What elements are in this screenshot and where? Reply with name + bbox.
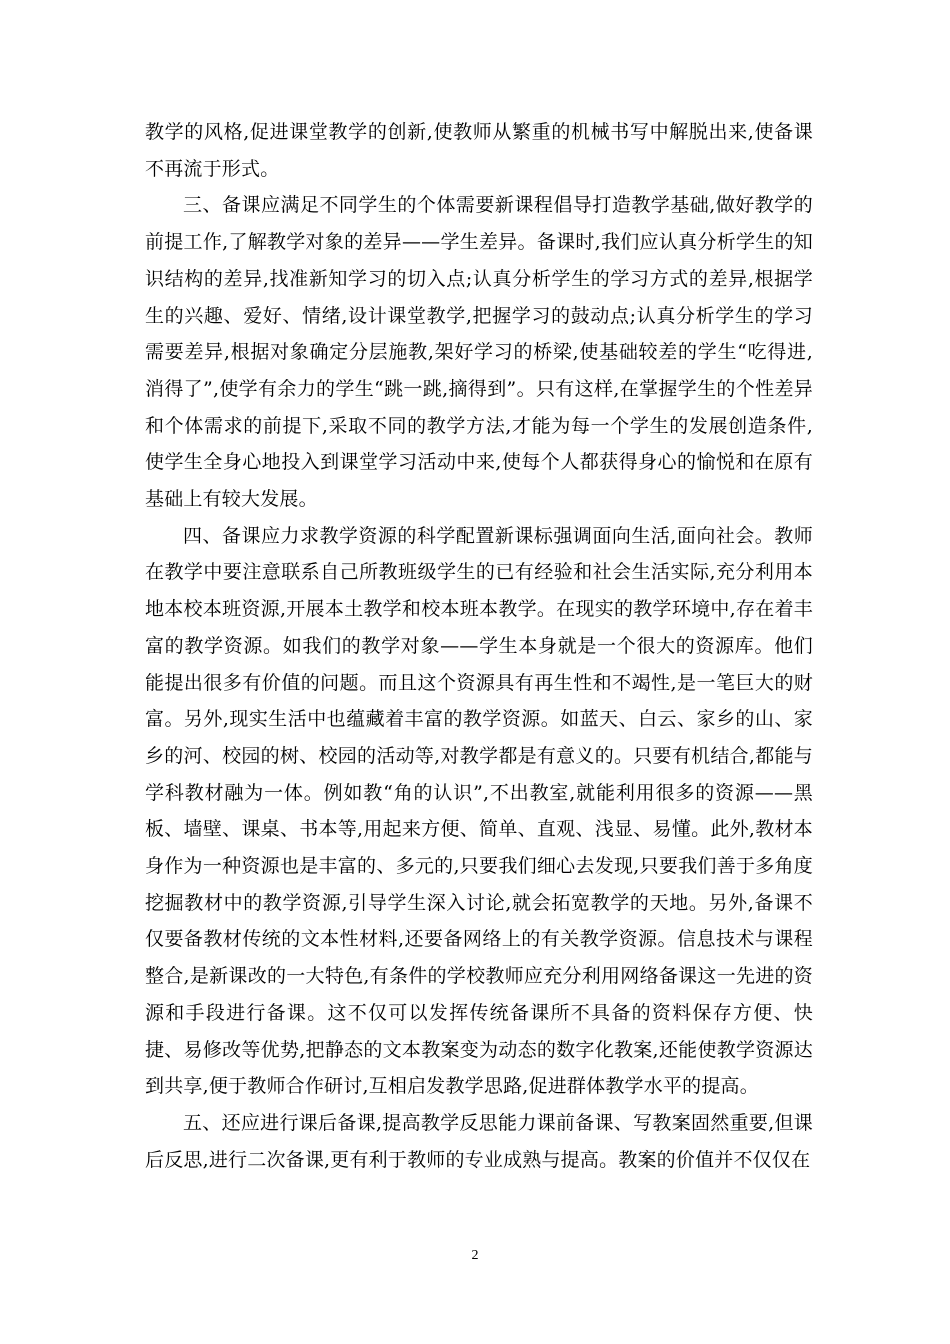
paragraph-section-five: 五、还应进行课后备课,提高教学反思能力课前备课、写教案固然重要,但课后反思,进行二次备课,更有利于教师的专业成熟与提高。教案的价值并不仅仅在 [145, 1111, 813, 1171]
paragraph-continuation: 教学的风格,促进课堂教学的创新,使教师从繁重的机械书写中解脱出来,使备课不再流于形式。 [145, 121, 813, 180]
document-page [145, 114, 813, 1178]
paragraph-section-three: 三、备课应满足不同学生的个体需要新课程倡导打造教学基础,做好教学的前提工作,了解教学对象的差异——学生差异。备课时,我们应认真分析学生的知识结构的差异,找准新知学习的切入点;认真分析学生的学习方式的差异,根据学生的兴趣、爱好、情绪,设计课堂教学,把握学习的鼓动点;认真分析学生的学习需要差异,根据对象确定分层施教,架好学习的桥梁,使基础较差的学生“吃得进,消得了”,使学有余力的学生“跳一跳,摘得到”。只有这样,在掌握学生的个性差异和个体需求的前提下,采取不同的教学方法,才能为每一个学生的发展创造条件,使学生全身心地投入到课堂学习活动中来,使每个人都获得身心的愉悦和在原有基础上有较大发展。 [145, 194, 813, 511]
page-number: 2 [471, 1248, 479, 1263]
paragraph-section-four: 四、备课应力求教学资源的科学配置新课标强调面向生活,面向社会。教师在教学中要注意联系自己所教班级学生的已有经验和社会生活实际,充分利用本地本校本班资源,开展本土教学和校本班本教学。在现实的教学环境中,存在着丰富的教学资源。如我们的教学对象——学生本身就是一个很大的资源库。他们能提出很多有价值的问题。而且这个资源具有再生性和不竭性,是一笔巨大的财富。另外,现实生活中也蕴藏着丰富的教学资源。如蓝天、白云、家乡的山、家乡的河、校园的树、校园的活动等,对教学都是有意义的。只要有机结合,都能与学科教材融为一体。例如教“角的认识”,不出教室,就能利用很多的资源——黑板、墙壁、课桌、书本等,用起来方便、简单、直观、浅显、易懂。此外,教材本身作为一种资源也是丰富的、多元的,只要我们细心去发现,只要我们善于多角度挖掘教材中的教学资源,引导学生深入讨论,就会拓宽教学的天地。另外,备课不仅要备教材传统的文本性材料,还要备网络上的有关教学资源。信息技术与课程整合,是新课改的一大特色,有条件的学校教师应充分利用网络备课这一先进的资源和手段进行备课。这不仅可以发挥传统备课所不具备的资料保存方便、快捷、易修改等优势,把静态的文本教案变为动态的数字化教案,还能使教学资源达到共享,便于教师合作研讨,互相启发教学思路,促进群体教学水平的提高。 [145, 524, 813, 1098]
